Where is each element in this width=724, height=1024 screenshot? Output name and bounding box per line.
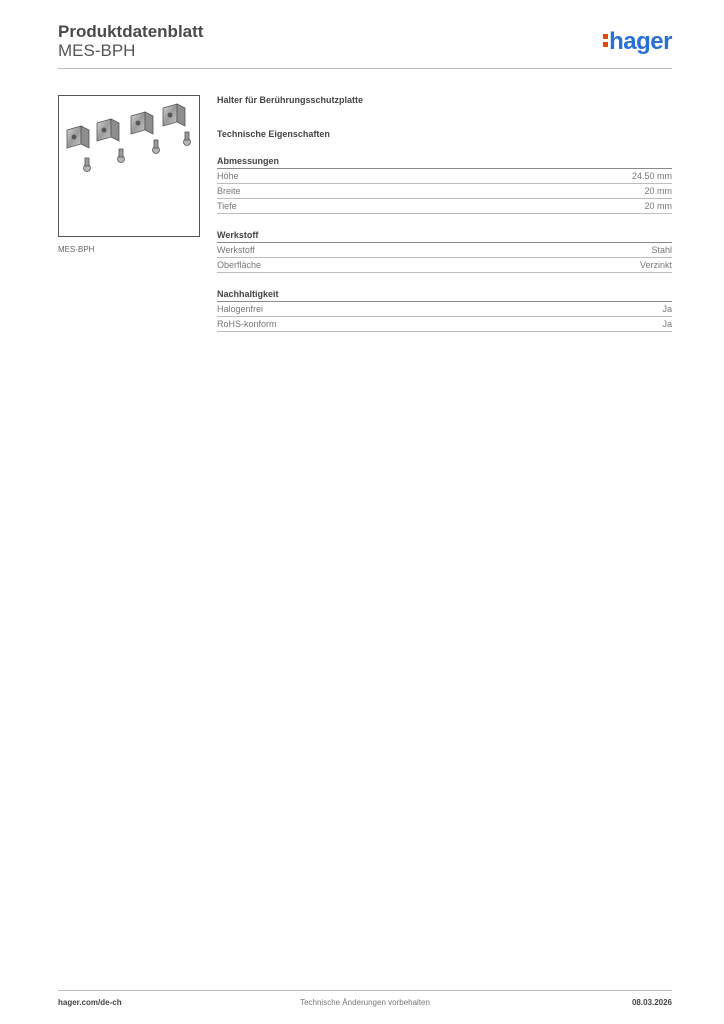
header-divider <box>58 68 672 69</box>
spec-row <box>217 302 672 317</box>
spec-value: Ja <box>662 319 672 329</box>
footer-divider <box>58 990 672 991</box>
group-title: Nachhaltigkeit <box>217 288 672 302</box>
product-code: MES-BPH <box>58 41 136 60</box>
spec-label: Höhe <box>217 171 239 181</box>
spec-value: 24.50 mm <box>631 171 672 181</box>
bracket-4 <box>163 104 191 146</box>
product-name: Halter für Berührungsschutzplatte <box>217 95 364 105</box>
spec-group-dimensions <box>217 155 672 214</box>
spec-value: Ja <box>662 304 672 314</box>
spec-label: Werkstoff <box>217 245 255 255</box>
spec-row <box>217 184 672 199</box>
group-title: Abmessungen <box>217 155 672 169</box>
image-caption: MES-BPH <box>58 245 95 254</box>
spec-row <box>217 169 672 184</box>
logo-dots-icon <box>603 30 608 50</box>
bracket-3 <box>131 112 160 154</box>
page-header <box>58 22 672 68</box>
group-title: Werkstoff <box>217 229 672 243</box>
spec-label: RoHS-konform <box>217 319 277 329</box>
footer-website-link[interactable]: hager.com/de-ch <box>58 998 122 1007</box>
spec-label: Halogenfrei <box>217 304 264 314</box>
bracket-2 <box>97 119 125 163</box>
spec-label: Oberfläche <box>217 260 262 270</box>
document-title: Produktdatenblatt <box>58 22 204 41</box>
page-footer <box>58 998 672 1012</box>
footer-date: 08.03.2026 <box>631 998 672 1007</box>
spec-row <box>217 199 672 214</box>
spec-label: Breite <box>217 186 241 196</box>
spec-row <box>217 243 672 258</box>
spec-row <box>217 317 672 332</box>
hager-logo <box>603 28 672 56</box>
bracket-1 <box>67 126 91 172</box>
spec-row <box>217 258 672 273</box>
spec-value: Verzinkt <box>639 260 672 270</box>
spec-title: Technische Eigenschaften <box>217 129 330 139</box>
spec-value: 20 mm <box>644 201 672 211</box>
product-image <box>58 95 200 237</box>
spec-group-sustainability <box>217 288 672 332</box>
spec-label: Tiefe <box>217 201 237 211</box>
spec-group-material <box>217 229 672 273</box>
spec-value: 20 mm <box>644 186 672 196</box>
footer-notice: Technische Änderungen vorbehalten <box>300 998 430 1007</box>
specification-section <box>217 95 672 347</box>
logo-text: hager <box>609 28 672 55</box>
spec-value: Stahl <box>651 245 672 255</box>
mounting-bracket-set-icon <box>59 96 201 238</box>
